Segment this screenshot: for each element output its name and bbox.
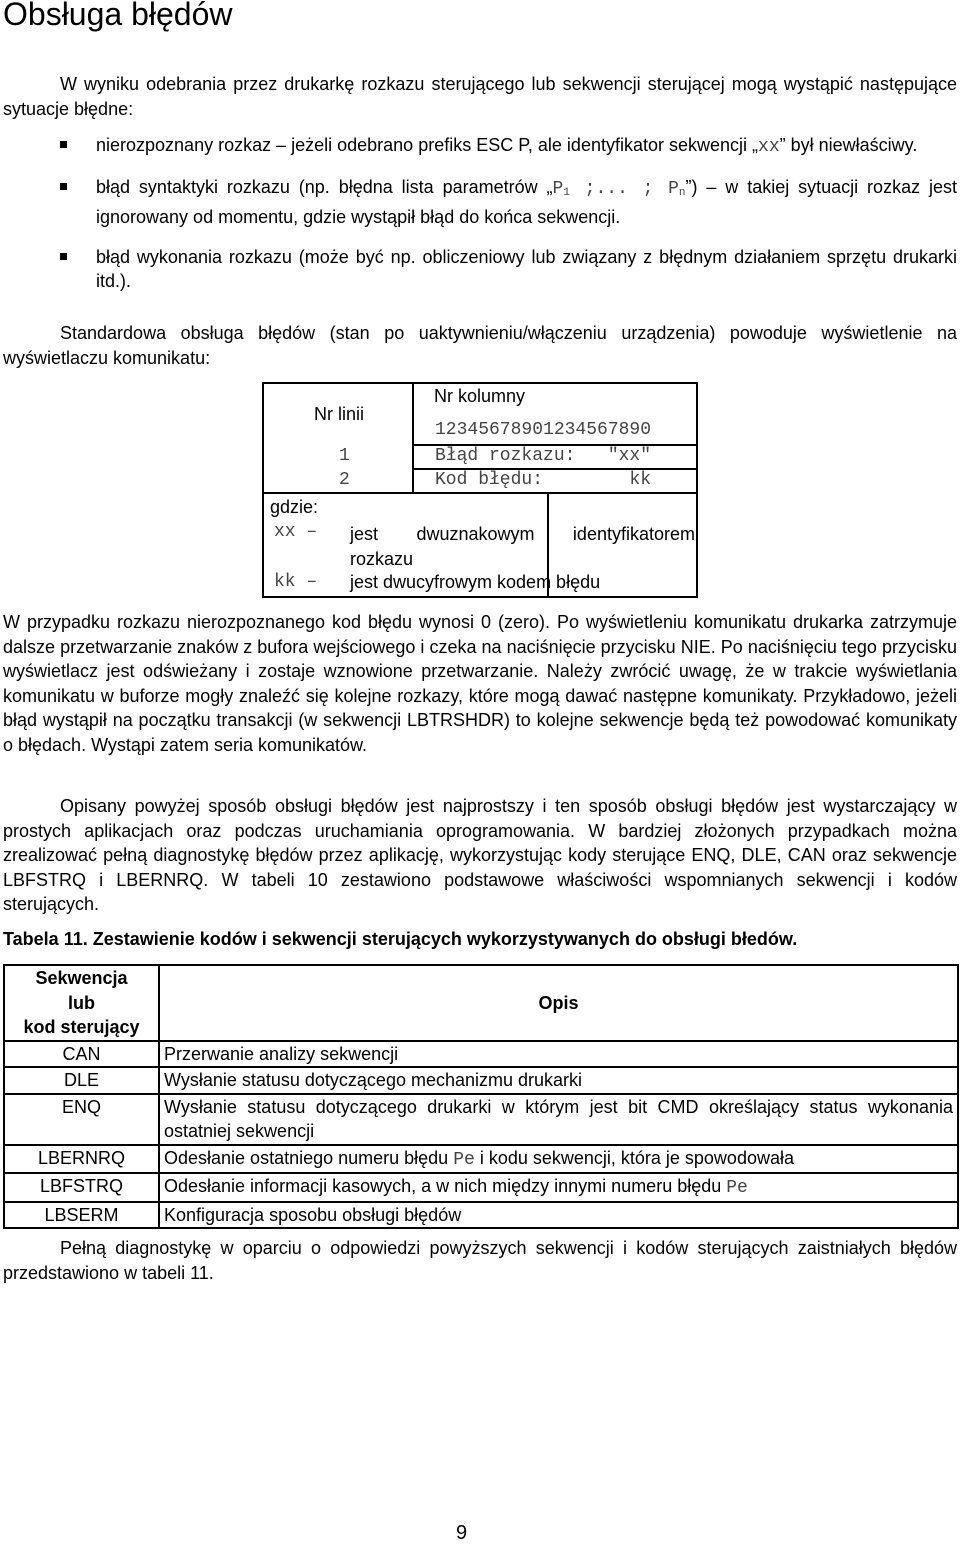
table-caption: Tabela 11. Zestawienie kodów i sekwencji sterujących wykorzystywanych do obsługi błedów. [3, 929, 798, 949]
bullet-square-icon [60, 141, 67, 148]
codes-table [3, 964, 959, 1229]
table-row: DLE Wysłanie statusu dotyczącego mechanizmu drukarki [4, 1067, 958, 1094]
line-2-text: Kod błędu: kk [435, 470, 652, 490]
def-kk-desc: jest dwucyfrowym kodem błędu [350, 572, 601, 592]
body-paragraph: Opisany powyżej sposób obsługi błędów jest najprostszy i ten sposób obsługi błędów jest wystarczający w prostych aplikacjach oraz podczas uruchamiania oprogramowania. W bardziej złożonych przypadkach można zrealizować pełną diagnostykę błędów przez aplikację, wykorzystując kody sterujące ENQ, DLE, CAN oraz sekwencje LBFSTRQ i LBERNRQ. W tabeli 10 zestawiono podstawowe właściwości wspomnianych sekwencji i kodów sterujących. [3, 796, 957, 914]
list-item: błąd syntaktyki rozkazu (np. błędna lista parametrów „P1 ;... ; Pn”) – w takiej sytuacji rozkaz jest ignorowany od momentu, gdzie wystąpił błąd do końca sekwencji. [0, 175, 960, 230]
bullet-square-icon [60, 183, 67, 190]
page-number: 9 [456, 1522, 468, 1544]
standard-handling-paragraph: Standardowa obsługa błędów (stan po uaktywnieniu/włączeniu urządzenia) powoduje wyświetlenie na wyświetlaczu komunikatu: [3, 323, 957, 368]
line-2-number: 2 [339, 470, 350, 490]
def-xx-code: xx – [274, 522, 318, 542]
column-number-label: Nr kolumny [434, 386, 526, 406]
header-code: Sekwencja lub kod sterujący [4, 965, 159, 1041]
body-paragraph: W przypadku rozkazu nierozpoznanego kod błędu wynosi 0 (zero). Po wyświetleniu komunikatu drukarka zatrzymuje dalsze przetwarzanie znaków z bufora wejściowego i czeka na naciśnięcie przycisku NIE. Po naciśnięciu tego przycisku wyświetlacz jest odświeżany i zostaje wznowione przetwarzanie. Należy zwrócić uwagę, że w trakcie wyświetlania komunikatu w buforze mogły znaleźć się kolejne rozkazy, które mogą dawać następne komunikaty. Przykładowo, jeżeli błąd wystąpił na początku transakcji (w sekwencji LBTRSHDR) to kolejne sekwencje będą też powodować komunikaty o błędach. Wystąpi zatem seria komunikatów. [3, 612, 957, 755]
page-title: Obsługa błędów [3, 0, 233, 32]
divider [412, 384, 414, 494]
table-row: LBFSTRQ Odesłanie informacji kasowych, a w nich między innymi numeru błędu Pe [4, 1173, 958, 1202]
param-list-code: P1 ;... ; Pn [552, 178, 686, 199]
line-1-number: 1 [339, 446, 350, 466]
table-row: LBERNRQ Odesłanie ostatniego numeru błędu Pe i kodu sekwencji, która je spowodowała [4, 1145, 958, 1174]
intro-paragraph: W wyniku odebrania przez drukarkę rozkazu sterującego lub sekwencji sterującej mogą wystąpić następujące sytuacje błędne: [3, 74, 957, 119]
closing-paragraph: Pełną diagnostykę w oparciu o odpowiedzi powyższych sekwencji i kodów sterujących zaistniałych błędów przedstawiono w tabeli 11. [3, 1238, 957, 1283]
header-desc: Opis [159, 965, 958, 1041]
sequence-id-code: xx [758, 137, 780, 157]
table-row: ENQ Wysłanie statusu dotyczącego drukarki w którym jest bit CMD określający status wykonania ostatniej sekwencji [4, 1094, 958, 1145]
table-header-row [4, 965, 958, 1041]
def-kk-code: kk – [274, 572, 318, 592]
divider [264, 492, 696, 494]
display-diagram [262, 382, 698, 598]
list-item: nierozpoznany rozkaz – jeżeli odebrano prefiks ESC P, ale identyfikator sekwencji „xx” był niewłaściwy. [0, 133, 960, 160]
bullet-square-icon [60, 253, 67, 260]
error-list [0, 133, 960, 309]
column-digits: 12345678901234567890 [435, 420, 652, 440]
list-item: błąd wykonania rozkazu (może być np. obliczeniowy lub związany z błędnym działaniem sprzętu drukarki itd.). [0, 245, 960, 294]
def-xx-desc: jest dwuznakowym identyfikatorem rozkazu [350, 524, 695, 569]
table-row: LBSERM Konfiguracja sposobu obsługi błędów [4, 1202, 958, 1229]
line-1-text: Błąd rozkazu: "xx" [435, 446, 652, 466]
line-number-label: Nr linii [314, 404, 365, 424]
table-row: CAN Przerwanie analizy sekwencji [4, 1041, 958, 1068]
where-label: gdzie: [270, 497, 319, 517]
